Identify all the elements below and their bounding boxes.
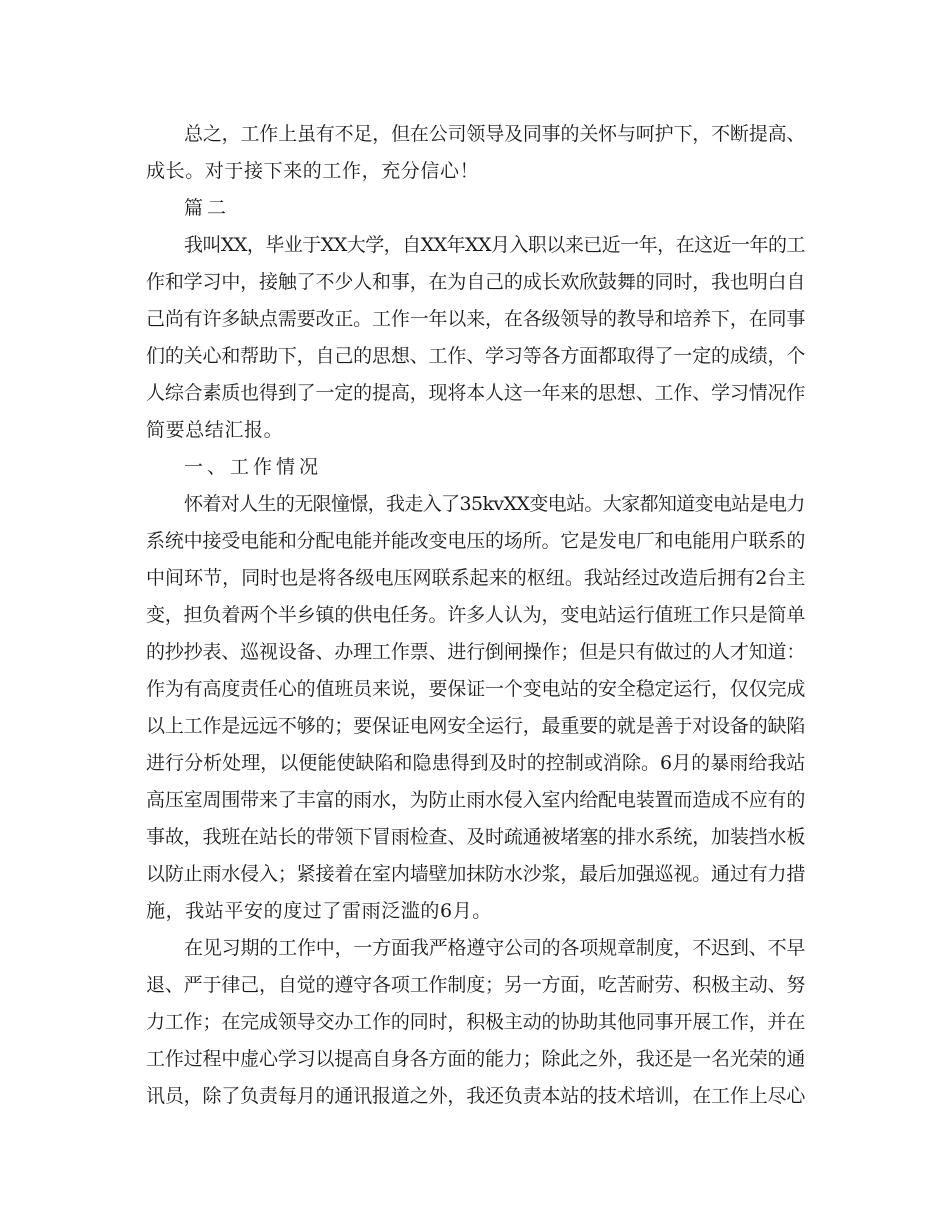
text-line: 总之，工作上虽有不足，但在公司领导及同事的关怀与呵护下，不断提高、 [184, 123, 806, 145]
text-line: 以防止雨水侵入；紧接着在室内墙壁加抹防水沙浆，最后加强巡视。通过有力措 [146, 863, 806, 885]
text-line: 简要总结汇报。 [146, 419, 284, 441]
text-line: 人综合素质也得到了一定的提高，现将本人这一年来的思想、工作、学习情况作 [146, 382, 806, 404]
text-line: 们的关心和帮助下，自己的思想、工作、学习等各方面都取得了一定的成绩，个 [146, 345, 806, 367]
text-line: 在见习期的工作中，一方面我严格遵守公司的各项规章制度，不迟到、不早 [184, 937, 806, 959]
text-line: 篇二 [184, 197, 231, 219]
text-line: 退、严于律己，自觉的遵守各项工作制度；另一方面，吃苦耐劳、积极主动、努 [146, 974, 806, 996]
text-line: 高压室周围带来了丰富的雨水，为防止雨水侵入室内给配电装置而造成不应有的 [146, 789, 806, 811]
document-body [146, 116, 806, 1115]
text-line: 的抄抄表、巡视设备、办理工作票、进行倒闸操作；但是只有做过的人才知道： [146, 641, 806, 663]
text-line: 我叫XX，毕业于XX大学，自XX年XX月入职以来已近一年，在这近一年的工 [184, 234, 805, 256]
text-line: 怀着对人生的无限憧憬，我走入了35kvXX变电站。大家都知道变电站是电力 [184, 493, 805, 515]
text-line: 施，我站平安的度过了雷雨泛滥的6月。 [146, 900, 492, 922]
text-line: 成长。对于接下来的工作，充分信心！ [146, 160, 480, 182]
text-line: 以上工作是远远不够的；要保证电网安全运行，最重要的就是善于对设备的缺陷 [146, 715, 806, 737]
text-line: 事故，我班在站长的带领下冒雨检查、及时疏通被堵塞的排水系统，加装挡水板 [146, 826, 806, 848]
text-line: 力工作；在完成领导交办工作的同时，积极主动的协助其他同事开展工作，并在 [146, 1011, 806, 1033]
text-line: 工作过程中虚心学习以提高自身各方面的能力；除此之外，我还是一名光荣的通 [146, 1048, 806, 1070]
text-line: 变，担负着两个半乡镇的供电任务。许多人认为，变电站运行值班工作只是简单 [146, 604, 806, 626]
text-line: 讯员，除了负责每月的通讯报道之外，我还负责本站的技术培训，在工作上尽心 [146, 1085, 806, 1107]
text-line: 进行分析处理，以便能使缺陷和隐患得到及时的控制或消除。6月的暴雨给我站 [146, 752, 806, 774]
text-line: 系统中接受电能和分配电能并能改变电压的场所。它是发电厂和电能用户联系的 [146, 530, 806, 552]
text-line: 作和学习中，接触了不少人和事，在为自己的成长欢欣鼓舞的同时，我也明白自 [146, 271, 806, 293]
text-line: 己尚有许多缺点需要改正。工作一年以来，在各级领导的教导和培养下，在同事 [146, 308, 806, 330]
text-line: 中间环节，同时也是将各级电压网联系起来的枢纽。我站经过改造后拥有2台主 [146, 567, 806, 589]
text-line: 一、工作情况 [184, 456, 323, 478]
text-line: 作为有高度责任心的值班员来说，要保证一个变电站的安全稳定运行，仅仅完成 [146, 678, 806, 700]
